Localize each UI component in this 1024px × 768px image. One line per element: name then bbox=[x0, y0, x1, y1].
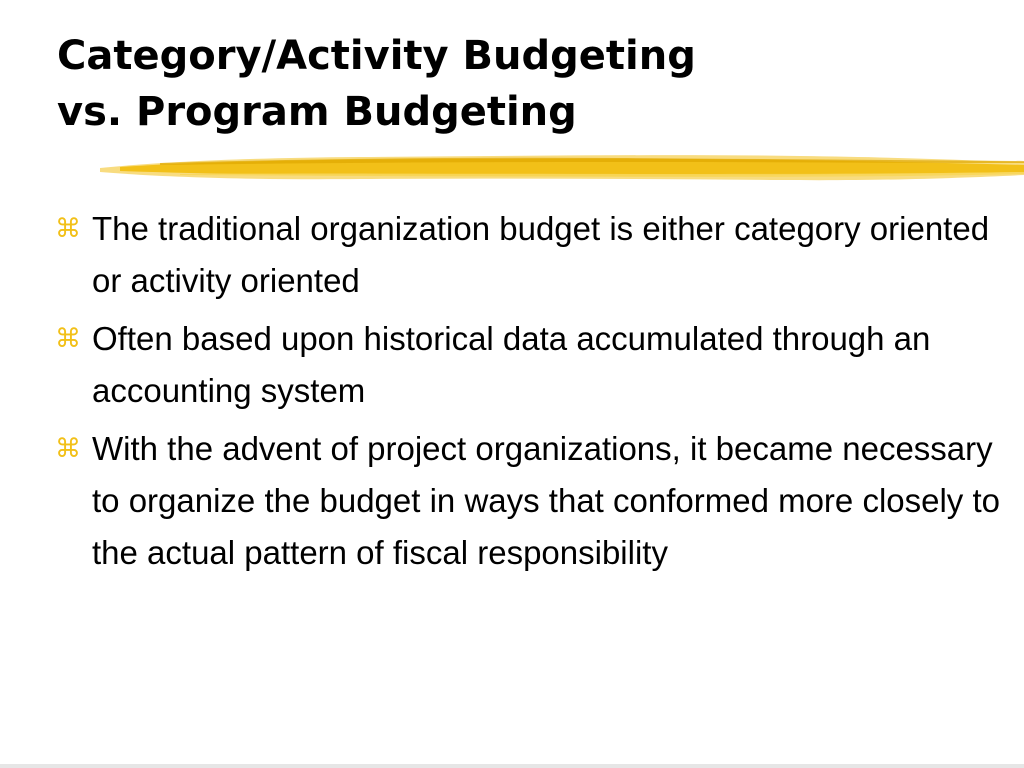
yellow-brush-stroke-divider bbox=[100, 148, 1024, 188]
title-line-1: Category/Activity Budgeting bbox=[57, 33, 696, 79]
bullet-item bbox=[55, 203, 1005, 307]
bullet-item bbox=[55, 313, 1005, 417]
bullet-text: With the advent of project organizations, it became necessary to organize the budget in ways that conformed more closely to the actual pattern of fiscal responsibility bbox=[92, 430, 1000, 571]
place-of-interest-sign-icon: ⌘ bbox=[55, 434, 81, 464]
bullet-list bbox=[55, 203, 1005, 585]
slide-title bbox=[57, 28, 997, 140]
bullet-text: The traditional organization budget is either category oriented or activity oriented bbox=[92, 210, 990, 299]
bullet-item bbox=[55, 423, 1005, 579]
bullet-text: Often based upon historical data accumulated through an accounting system bbox=[92, 320, 931, 409]
place-of-interest-sign-icon: ⌘ bbox=[55, 214, 81, 244]
place-of-interest-sign-icon: ⌘ bbox=[55, 324, 81, 354]
bottom-divider bbox=[0, 764, 1024, 768]
title-line-2: vs. Program Budgeting bbox=[57, 89, 577, 135]
